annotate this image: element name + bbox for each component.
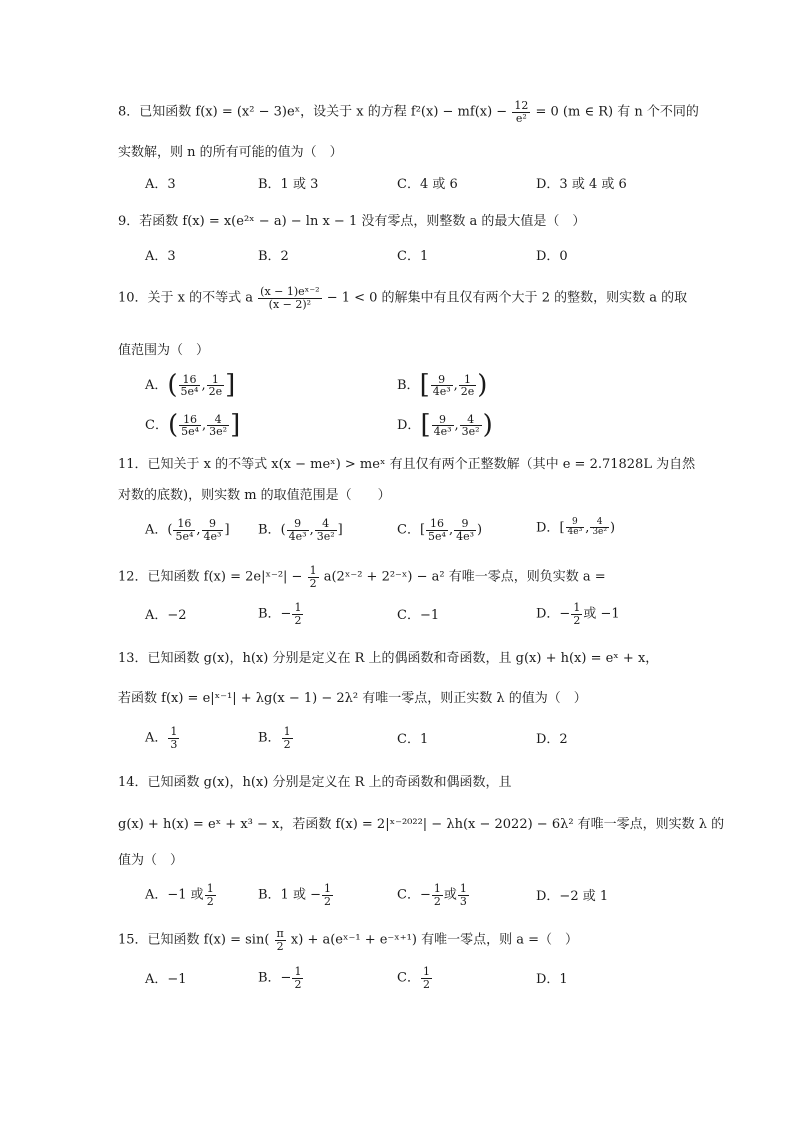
q8-stem-line2: 实数解，则 n 的所有可能的值为（ ） [118, 145, 343, 160]
q11-option-c: C．[ $\frac{16}{\text{5e⁴}}$ , $\frac{9}{\text{4e³}}$ ) [397, 517, 483, 543]
q11-option-a: A．( $\frac{16}{\text{5e⁴}}$ , $\frac{9}{\text{4e³}}$ ] [145, 517, 230, 543]
q13-option-b: B． $\frac{1}{2}$ [258, 725, 291, 751]
q10-fraction: $\frac{\text{(x − 1)eˣ⁻²}}{\text{(x − 2)²}}$ [260, 285, 320, 311]
q12-stem-part1: 12．已知函数 f(x) = 2e|ˣ⁻²| − [118, 569, 303, 585]
q15-stem-part1: 15．已知函数 f(x) = sin( [118, 932, 270, 948]
q8-fraction: $\frac{12}{\text{e²}}$ [514, 99, 529, 125]
q10-option-c: C．( $\frac{16}{\text{5e⁴}}$ , $\frac{4}{\text{3e²}}$ ] [145, 410, 241, 440]
q10-stem-part2: − 1 < 0 的解集中有且仅有两个大于 2 的整数，则实数 a 的取 [326, 290, 688, 306]
q10-option-a: A．( $\frac{16}{\text{5e⁴}}$ , $\frac{1}{2e}$ ] [145, 370, 236, 400]
q13-option-d: D．2 [536, 732, 568, 747]
q8-options [145, 177, 785, 207]
q13-stem-line2: 若函数 f(x) = e|ˣ⁻¹| + λg(x − 1) − 2λ² 有唯一零点，则正实数 λ 的值为（ ） [118, 691, 587, 706]
q9-options [145, 249, 785, 279]
q9-option-b: B．2 [258, 249, 289, 264]
q15-stem [118, 928, 578, 952]
q13-stem-line1: 13．已知函数 g(x)，h(x) 分别是定义在 R 上的偶函数和奇函数，且 g(x) + h(x) = eˣ + x， [118, 651, 659, 666]
q12-stem-part2: a(2ˣ⁻² + 2²⁻ˣ) − a² 有唯一零点，则负实数 a = [323, 569, 606, 585]
q10-stem-line2: 值范围为（ ） [118, 343, 210, 358]
q15-fraction: $\frac{\pi}{2}$ [276, 927, 284, 953]
q15-stem-part2: x) + a(eˣ⁻¹ + e⁻ˣ⁺¹) 有唯一零点，则 a =（ ） [290, 932, 578, 948]
q14-option-c: C．− $\frac{1}{2}$ 或 $\frac{1}{3}$ [397, 882, 467, 908]
q8-option-a: A．3 [145, 177, 176, 192]
q12-option-d: D．− $\frac{1}{2}$ 或 −1 [536, 601, 620, 627]
q11-stem-line1: 11．已知关于 x 的不等式 x(x − meˣ) > meˣ 有且仅有两个正整数解（其中 e = 2.71828L 为自然 [118, 457, 696, 472]
q8-stem-part1: 8．已知函数 f(x) = (x² − 3)eˣ，设关于 x 的方程 f²(x) − mf(x) − [118, 104, 508, 120]
q9-option-a: A．3 [145, 249, 176, 264]
q14-option-d: D．−2 或 1 [536, 889, 609, 904]
q14-option-b: B．1 或 − $\frac{1}{2}$ [258, 882, 331, 908]
q12-fraction: $\frac{1}{2}$ [309, 564, 317, 590]
q14-stem-line1: 14．已知函数 g(x)，h(x) 分别是定义在 R 上的奇函数和偶函数，且 [118, 775, 512, 790]
q10-options-row2 [145, 410, 785, 440]
q10-stem-part1: 10．关于 x 的不等式 a [118, 290, 254, 306]
q13-option-c: C．1 [397, 732, 429, 747]
q13-options [145, 726, 785, 756]
q9-stem: 9．若函数 f(x) = x(e²ˣ − a) − ln x − 1 没有零点，则整数 a 的最大值是（ ） [118, 214, 586, 229]
q12-option-c: C．−1 [397, 608, 440, 623]
q9-option-d: D．0 [536, 249, 568, 264]
q12-option-a: A．−2 [145, 608, 187, 623]
q14-stem-line2: g(x) + h(x) = eˣ + x³ − x，若函数 f(x) = 2|ˣ⁻²⁰²²| − λh(x − 2022) − 6λ² 有唯一零点，则实数 λ 的 [118, 817, 725, 832]
q15-option-c: C． $\frac{1}{2}$ [397, 965, 430, 991]
q10-option-d: D．[ $\frac{9}{\text{4e³}}$ , $\frac{4}{\text{3e²}}$ ) [397, 410, 493, 440]
q11-stem-line2: 对数的底数)，则实数 m 的取值范围是（ ） [118, 488, 391, 503]
q12-option-b: B．− $\frac{1}{2}$ [258, 601, 302, 627]
q15-option-a: A．−1 [145, 972, 187, 987]
q10-option-b: B．[ $\frac{9}{\text{4e³}}$ , $\frac{1}{2e}$ ) [397, 370, 488, 400]
q9-option-c: C．1 [397, 249, 429, 264]
q8-stem-part2: = 0 (m ∈ R) 有 n 个不同的 [535, 104, 699, 120]
q15-option-b: B．− $\frac{1}{2}$ [258, 965, 302, 991]
q8-option-d: D．3 或 4 或 6 [536, 177, 627, 192]
q11-option-d: D．[ $\frac{9}{\text{4e³}}$ , $\frac{4}{\text{3e²}}$ ) [536, 517, 616, 538]
q15-options [145, 966, 785, 996]
q12-options [145, 602, 785, 632]
q14-stem-line3: 值为（ ） [118, 853, 184, 868]
q10-options-row1 [145, 370, 785, 400]
q15-option-d: D．1 [536, 972, 568, 987]
q8-option-b: B．1 或 3 [258, 177, 319, 192]
q12-stem [118, 565, 606, 589]
q11-options [145, 518, 785, 548]
q13-option-a: A． $\frac{1}{3}$ [145, 725, 178, 751]
q10-stem-line1 [118, 286, 687, 310]
q14-option-a: A．−1 或 $\frac{1}{2}$ [145, 882, 214, 908]
q14-options [145, 883, 785, 913]
q8-stem-line1 [118, 100, 699, 124]
q8-option-c: C．4 或 6 [397, 177, 458, 192]
q11-option-b: B．( $\frac{9}{\text{4e³}}$ , $\frac{4}{\text{3e²}}$ ] [258, 517, 343, 543]
